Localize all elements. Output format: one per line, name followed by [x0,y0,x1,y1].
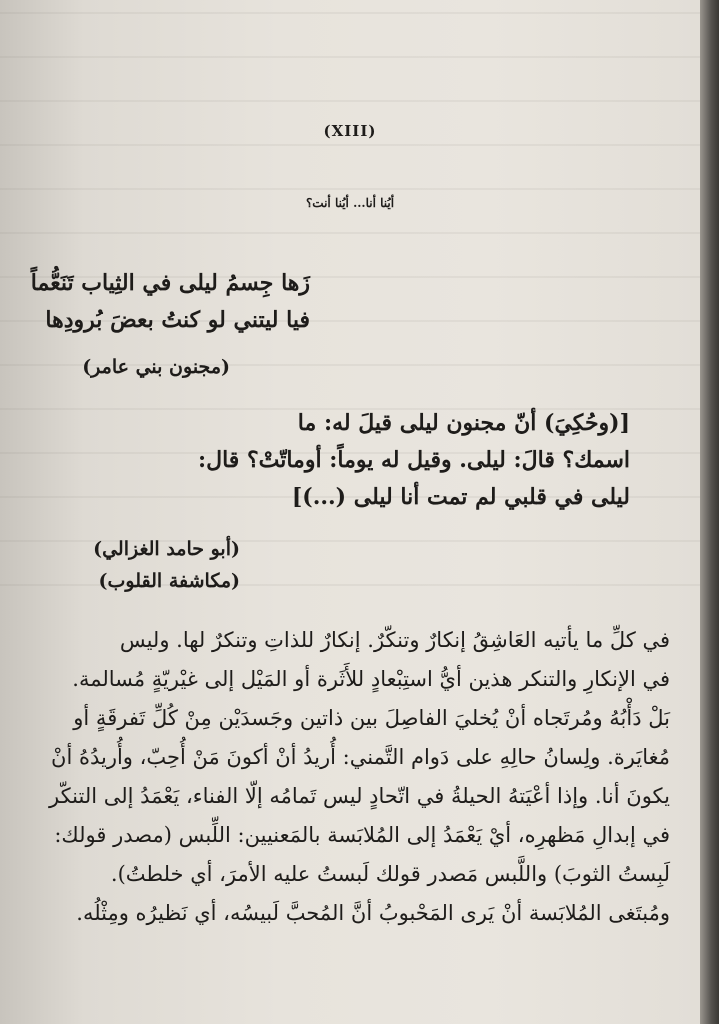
poem-source: (مجنون بني عامر) [82,356,230,378]
page-edge-shadow [700,0,719,1024]
quote-book: (مكاشفة القلوب) [98,570,240,592]
quote-line-3: ليلى في قلبي لم تمت أنا ليلى (...)] [291,484,630,510]
poem-line-1: زَها جِسمُ ليلى في الثِياب تَنَعُّماً [30,270,310,296]
body-line: في إبدالِ مَظهرِه، أيْ يَعْمَدُ إلى المُلابَسة بالمَعنيين: اللِّبس (مصدر قولك: [54,823,670,847]
body-line: لَبِستُ الثوبَ) واللَّبس مَصدر قولك لَبستُ عليه الأمرَ، أي خلطتُ). [110,862,670,886]
quote-line-2: اسمك؟ قالَ: ليلى. وقيل له يوماً: أوماتّتْ؟ قال: [197,447,630,473]
chapter-title: أيُنا أنا... أيُنا أنت؟ [305,196,395,210]
body-line: في الإنكارِ والتنكر هذين أيُّ استِبْعادٍ للأَثَرة أو المَيْل إلى غيْريّةٍ مُسالمة. [72,667,670,691]
body-line: يكونَ أنا. وإذا أعْيَتهُ الحيلةُ في اتّحادٍ ليس تَمامُه إلّا الفناء، يَعْمَدُ إلى التنكّر [49,784,670,808]
quote-author: (أبو حامد الغزالي) [93,538,240,560]
quote-line-1: [(وحُكِيَ) أنّ مجنون ليلى قيلَ له: ما [297,410,630,436]
body-line: ومُبتَغى المُلابَسة أنْ يَرى المَحْبوبُ أنَّ المُحبَّ لَبيسُه، أي نَظيرُه ومِثْلُه. [76,901,670,925]
body-line: في كلِّ ما يأتيه العَاشِقُ إنكارٌ وتنكّرٌ. إنكارٌ للذاتِ وتنكرٌ لها. وليس [119,628,670,652]
poem-line-2: فيا ليتني لو كنتُ بعضَ بُرودِها [45,307,310,333]
body-line: بَلْ دَأْبُهُ ومُرتَجاه أنْ يُخليَ الفاصِلَ بين ذاتين وجَسدَيْن مِنْ كُلِّ تَفرقَةٍ أو [73,706,670,730]
chapter-number: (XIII) [323,122,377,140]
body-line: مُغايَرة. ولِسانُ حالِهِ على دَوام التَّمني: أُريدُ أنْ أكونَ مَنْ أُحِبّ، وأُريدُهُ أنْ [51,745,670,769]
